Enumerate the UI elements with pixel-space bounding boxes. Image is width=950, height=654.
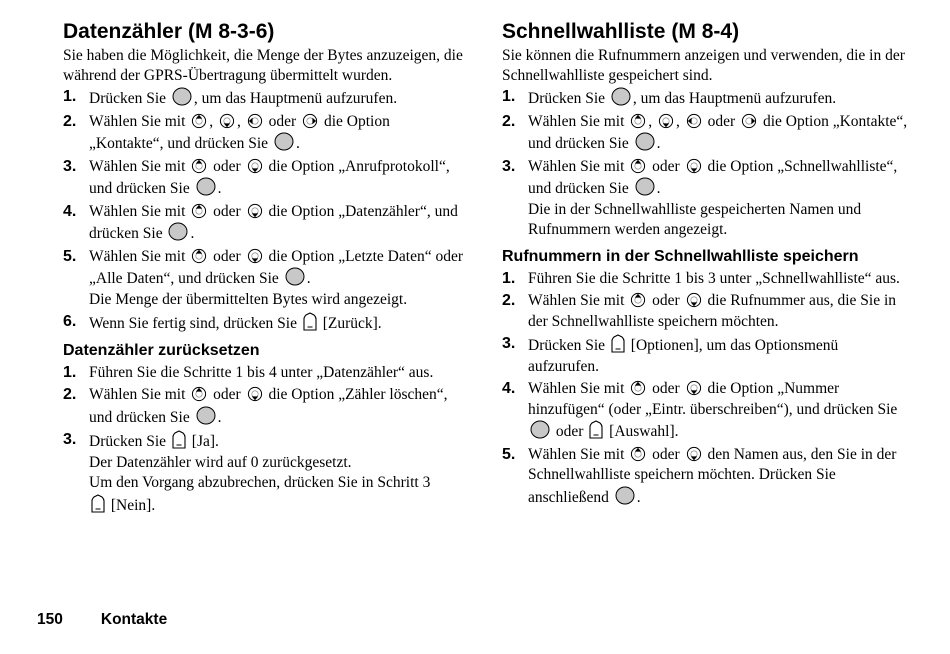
step-text: oder xyxy=(652,380,680,397)
step-number: 5. xyxy=(502,445,516,463)
step xyxy=(63,247,468,311)
nav-up-icon xyxy=(630,292,646,308)
center-key-icon xyxy=(196,177,216,196)
step-text: . xyxy=(656,180,661,197)
nav-down-icon xyxy=(247,386,263,402)
step-text: Drücken Sie xyxy=(89,433,167,450)
step-text: oder xyxy=(213,202,241,220)
nav-up-icon xyxy=(191,248,207,264)
nav-up-icon xyxy=(630,158,646,174)
step-text: oder xyxy=(707,112,736,130)
nav-down-icon xyxy=(247,248,263,264)
nav-right-icon xyxy=(302,113,318,129)
section-title-schnellwahlliste xyxy=(502,18,912,46)
step-text: die Option „Zähler löschen“, und drücken Sie xyxy=(89,386,448,426)
step-text: Um den Vorgang abzubrechen, drücken Sie in Schritt 3 xyxy=(89,474,431,491)
center-key-icon xyxy=(635,132,655,151)
intro-text: Sie haben die Möglichkeit, die Menge der Bytes anzuzeigen, die während der GPRS-Übertragung übermittelt wurden. xyxy=(63,47,463,84)
step-text: Drücken Sie xyxy=(528,90,606,107)
step xyxy=(502,291,912,332)
center-key-icon xyxy=(285,267,305,286)
step-text: die Option „Kontakte“, und drücken Sie xyxy=(528,112,908,152)
title-text: Datenzähler xyxy=(63,20,183,43)
step-text: oder xyxy=(652,292,680,309)
step xyxy=(63,202,468,245)
step-number: 1. xyxy=(502,88,516,105)
step xyxy=(502,379,912,443)
step-text: die Option „Letzte Daten“ oder „Alle Daten“, und drücken Sie xyxy=(89,247,463,287)
step-number: 1. xyxy=(63,88,77,105)
step-text: Führen Sie die Schritte 1 bis 3 unter „Schnellwahlliste“ aus. xyxy=(528,269,900,287)
nav-down-icon xyxy=(247,203,263,219)
section-title-datenzaehler xyxy=(63,18,468,46)
step-number: 2. xyxy=(502,112,516,130)
step xyxy=(63,385,468,428)
step xyxy=(63,363,468,384)
steps-list xyxy=(63,363,468,517)
softkey-icon xyxy=(172,430,186,449)
nav-down-icon xyxy=(658,113,674,129)
center-key-icon xyxy=(530,420,550,439)
nav-up-icon xyxy=(191,203,207,219)
step-text: oder xyxy=(555,423,584,440)
nav-up-icon xyxy=(191,113,207,129)
nav-up-icon xyxy=(630,113,646,129)
title-text: Schnellwahlliste xyxy=(502,20,666,43)
step-text: [Nein]. xyxy=(110,496,156,514)
step xyxy=(502,87,912,110)
step-text: . xyxy=(295,135,300,152)
step-text: Wählen Sie mit xyxy=(89,112,186,130)
nav-down-icon xyxy=(686,292,702,308)
nav-up-icon xyxy=(630,380,646,396)
step-text: oder xyxy=(268,112,297,130)
step xyxy=(502,157,912,241)
step-number: 3. xyxy=(502,335,516,352)
step-text: . xyxy=(217,408,222,426)
step-text: [Zurück]. xyxy=(322,315,382,332)
step-text: die Option „Datenzähler“, und drücken Sie xyxy=(89,202,458,242)
nav-up-icon xyxy=(191,158,207,174)
step-text: die Option „Kontakte“, und drücken Sie xyxy=(89,112,390,152)
center-key-icon xyxy=(615,486,635,505)
step-text: Wählen Sie mit xyxy=(89,386,186,403)
step-number: 4. xyxy=(63,202,77,220)
center-key-icon xyxy=(172,87,192,106)
step-text: Führen Sie die Schritte 1 bis 4 unter „Datenzähler“ aus. xyxy=(89,363,434,381)
step-text: oder xyxy=(652,157,680,175)
center-key-icon xyxy=(611,87,631,106)
steps-list xyxy=(63,87,468,335)
step-text: Wählen Sie mit xyxy=(89,157,186,175)
softkey-icon xyxy=(303,312,317,331)
step-text: Wählen Sie mit xyxy=(89,247,186,265)
step-text: Wählen Sie mit xyxy=(89,202,186,220)
page-footer xyxy=(37,611,167,629)
step-text: , xyxy=(237,112,241,130)
step xyxy=(502,112,912,155)
step-text: , xyxy=(676,112,680,130)
center-key-icon xyxy=(635,177,655,196)
step-text: , xyxy=(648,112,653,130)
step-number: 1. xyxy=(502,269,516,287)
step xyxy=(63,312,468,335)
step-text: oder xyxy=(213,386,241,403)
step-text: , um das Hauptmenü aufzurufen. xyxy=(193,90,398,107)
step xyxy=(502,445,912,509)
center-key-icon xyxy=(196,406,216,425)
nav-left-icon xyxy=(686,113,702,129)
step-number: 3. xyxy=(63,431,77,448)
step-text: die Option „Nummer hinzufügen“ (oder „Eintr. überschreiben“), und drücken Sie xyxy=(528,380,898,418)
step-text: die Option „Anrufprotokoll“, und drücken Sie xyxy=(89,157,450,197)
subheading-datenzaehler-zuruecksetzen: Datenzähler zurücksetzen xyxy=(63,341,260,359)
right-column xyxy=(502,18,912,510)
step-text: [Optionen], um das Optionsmenü aufzurufen. xyxy=(528,337,839,375)
step-number: 2. xyxy=(63,386,77,403)
nav-down-icon xyxy=(219,113,235,129)
center-key-icon xyxy=(168,222,188,241)
step-number: 4. xyxy=(502,380,516,397)
step-text: [Ja]. xyxy=(191,433,219,450)
nav-down-icon xyxy=(686,158,702,174)
step-text: Wenn Sie fertig sind, drücken Sie xyxy=(89,315,297,332)
step-text: Drücken Sie xyxy=(528,337,606,354)
step-note xyxy=(89,473,468,516)
page-number: 150 xyxy=(37,611,63,628)
nav-up-icon xyxy=(191,386,207,402)
center-key-icon xyxy=(274,132,294,151)
step-text: , xyxy=(209,112,214,130)
nav-up-icon xyxy=(630,446,646,462)
title-menu-code: (M 8-4) xyxy=(671,20,740,43)
title-menu-code: (M 8-3-6) xyxy=(188,20,275,43)
step-text: oder xyxy=(213,157,241,175)
step-text: oder xyxy=(652,445,680,463)
step xyxy=(502,269,912,290)
nav-down-icon xyxy=(247,158,263,174)
step-text: , um das Hauptmenü aufzurufen. xyxy=(632,90,837,107)
step-note: Die Menge der übermittelten Bytes wird angezeigt. xyxy=(89,290,408,308)
step-number: 3. xyxy=(502,157,516,175)
step-text: oder xyxy=(213,247,241,265)
left-column xyxy=(63,18,468,518)
nav-left-icon xyxy=(247,113,263,129)
step-number: 2. xyxy=(63,112,77,130)
step-text: Drücken Sie xyxy=(89,90,167,107)
subheading-rufnummern-speichern: Rufnummern in der Schnellwahlliste speichern xyxy=(502,247,859,265)
softkey-icon xyxy=(611,334,625,353)
step-number: 3. xyxy=(63,157,77,175)
step-text: Wählen Sie mit xyxy=(528,445,625,463)
step-text: Wählen Sie mit xyxy=(528,112,625,130)
step-text: Wählen Sie mit xyxy=(528,292,625,309)
step-number: 1. xyxy=(63,363,77,381)
step-text: die Option „Schnellwahlliste“, und drücken Sie xyxy=(528,157,898,197)
step-text: . xyxy=(190,225,195,242)
step-number: 2. xyxy=(502,292,516,309)
step xyxy=(502,334,912,377)
intro-text: Sie können die Rufnummern anzeigen und verwenden, die in der Schnellwahlliste gespeichert sind. xyxy=(502,47,905,84)
nav-down-icon xyxy=(686,446,702,462)
step-text: . xyxy=(656,135,661,152)
nav-right-icon xyxy=(741,113,757,129)
steps-list xyxy=(502,269,912,509)
step-text: Wählen Sie mit xyxy=(528,157,625,175)
step xyxy=(63,157,468,200)
step-note: Der Datenzähler wird auf 0 zurückgesetzt. xyxy=(89,453,352,471)
softkey-icon xyxy=(589,420,603,439)
steps-list xyxy=(502,87,912,241)
step-text: . xyxy=(306,270,311,287)
step-text: . xyxy=(636,488,641,506)
footer-section-name: Kontakte xyxy=(100,611,168,628)
step-text: [Auswahl]. xyxy=(609,423,679,440)
step-note: Die in der Schnellwahlliste gespeicherten Namen und Rufnummern werden angezeigt. xyxy=(528,200,862,238)
step xyxy=(63,430,468,516)
softkey-icon xyxy=(91,494,105,513)
step-text: den Namen aus, den Sie in der Schnellwahlliste speichern möchten. Drücken Sie anschließend xyxy=(528,445,897,506)
step-text: die Rufnummer aus, die Sie in der Schnellwahlliste speichern möchten. xyxy=(528,292,897,330)
step xyxy=(63,112,468,155)
nav-down-icon xyxy=(686,380,702,396)
step-text: . xyxy=(217,180,222,197)
step xyxy=(63,87,468,110)
step-number: 6. xyxy=(63,313,77,330)
step-number: 5. xyxy=(63,247,77,265)
step-text: Wählen Sie mit xyxy=(528,380,625,397)
